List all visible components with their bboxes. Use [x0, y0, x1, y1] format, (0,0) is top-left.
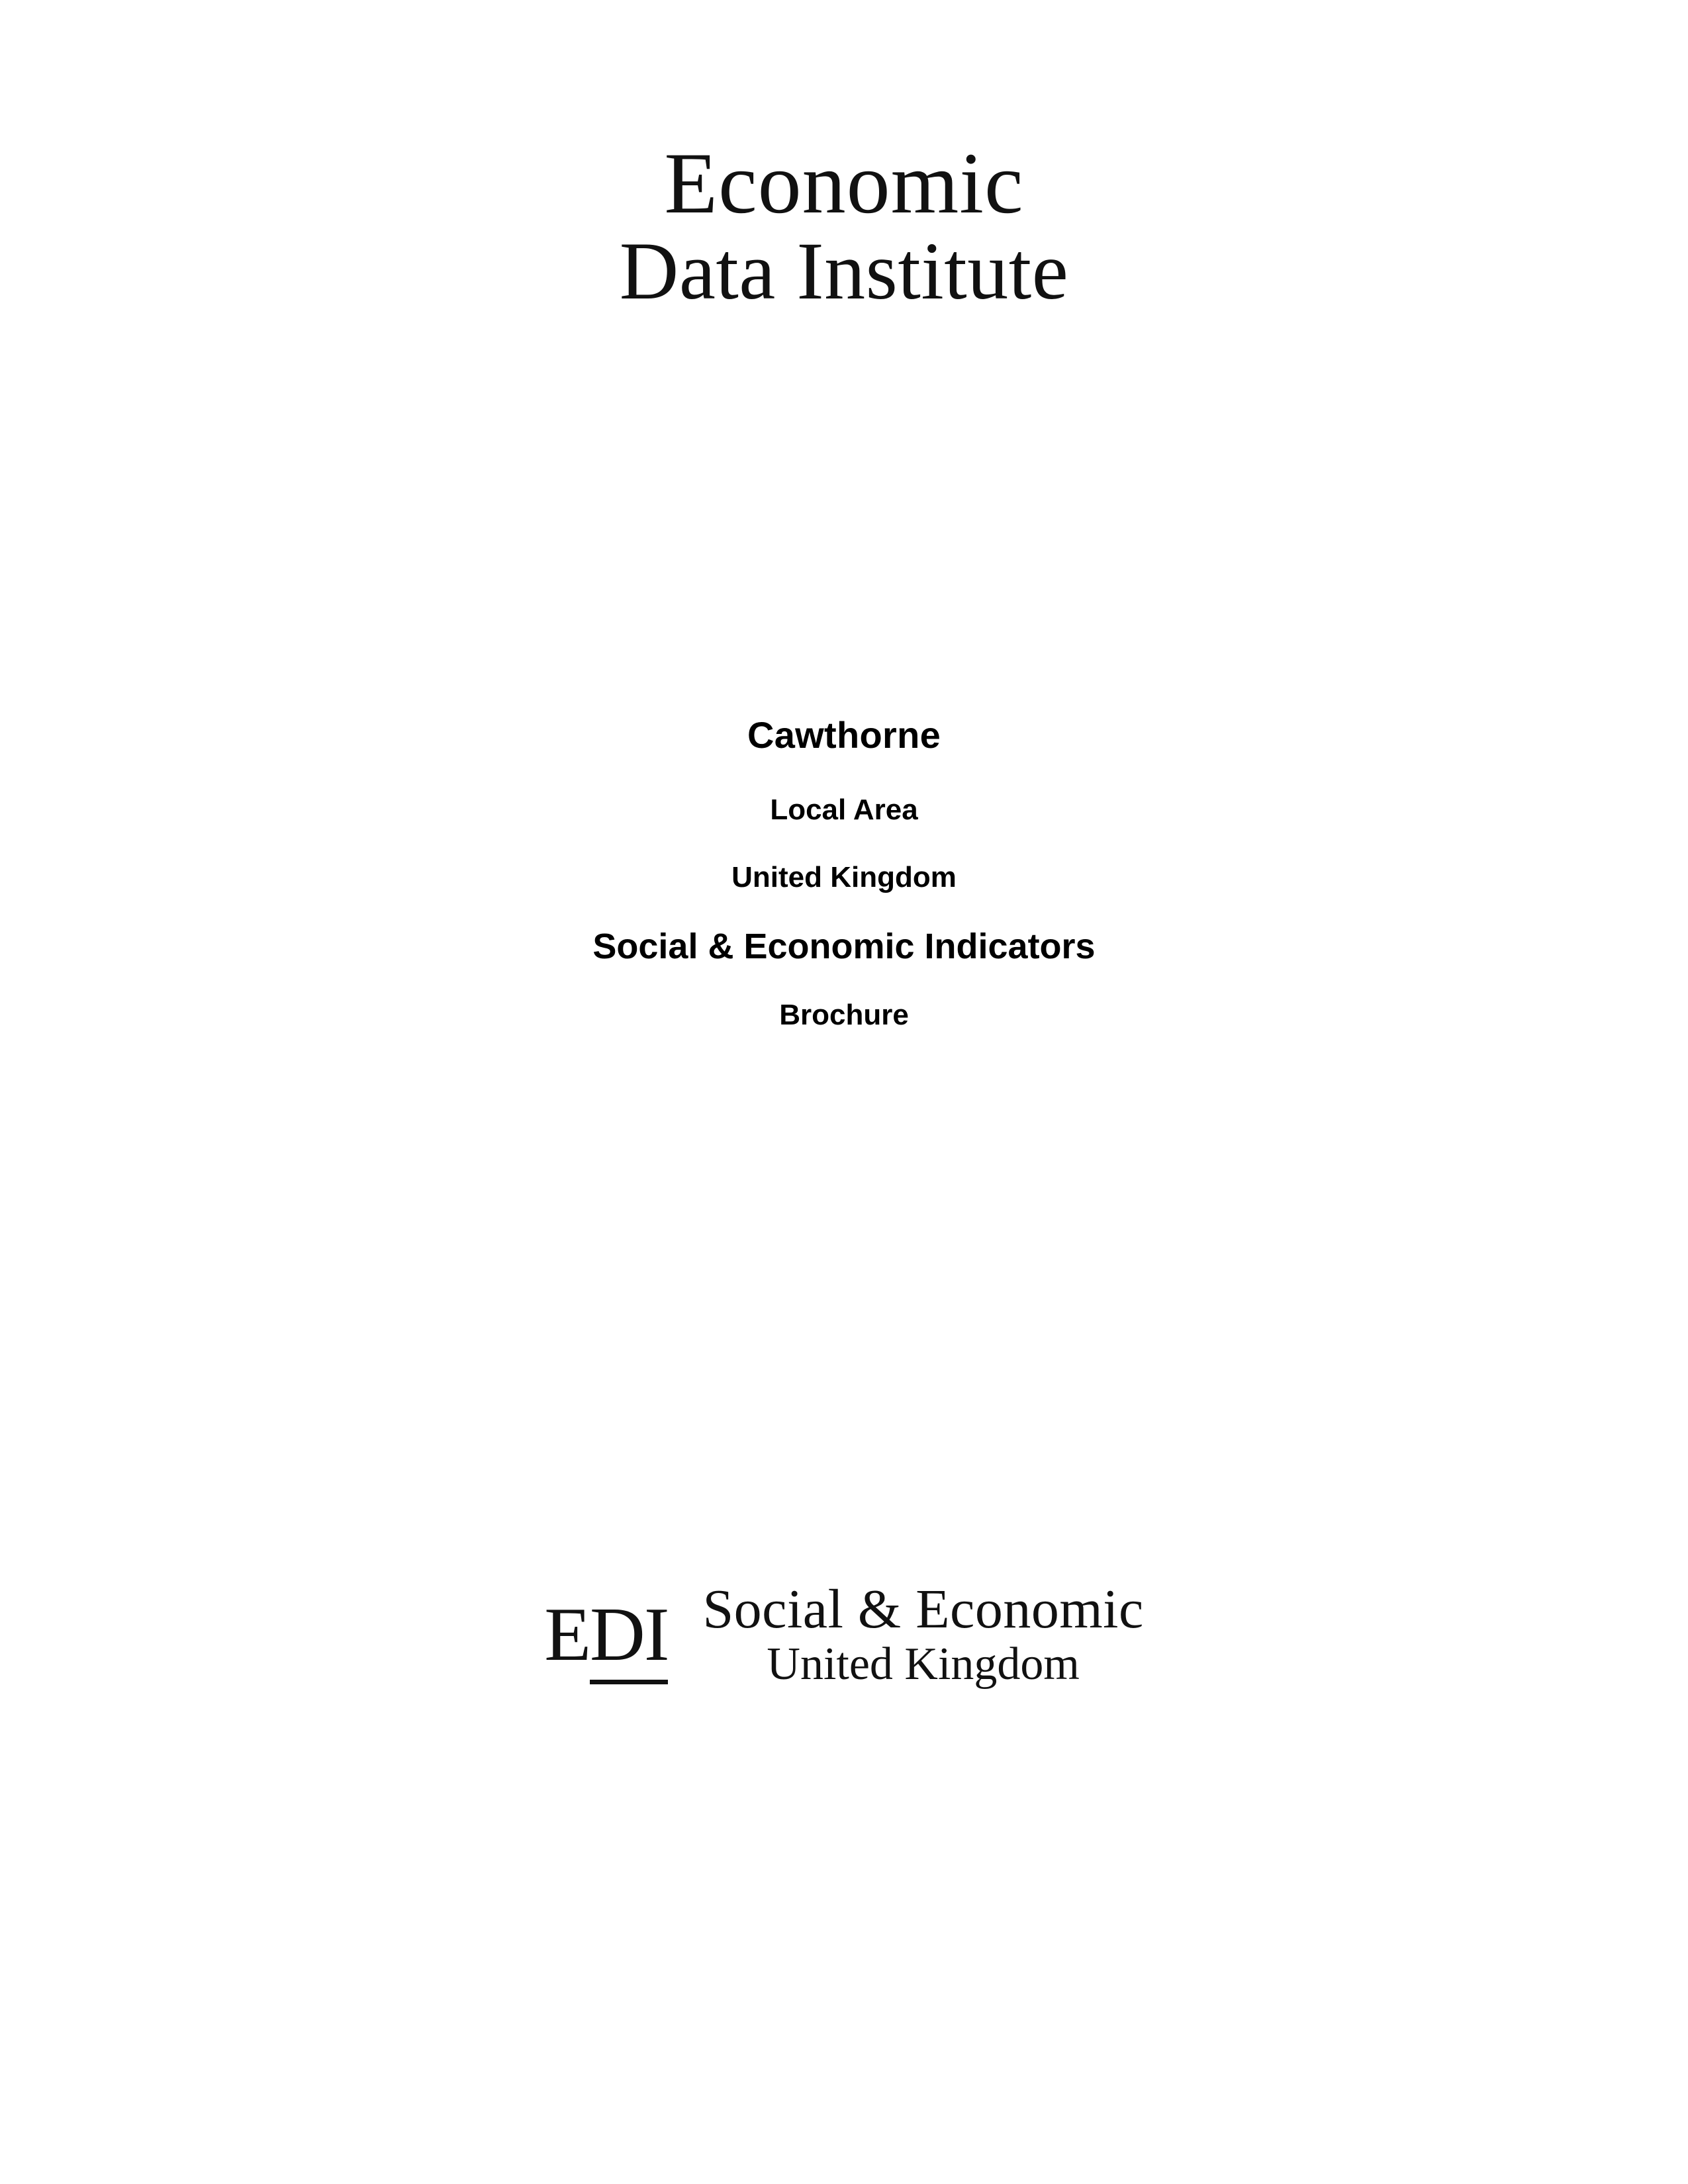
edi-monogram-rest: DI	[590, 1592, 668, 1684]
cover-title-block	[0, 713, 1688, 1032]
masthead-logo	[0, 134, 1688, 316]
country-name: United Kingdom	[731, 861, 957, 893]
edi-wordmark-line-1: Social & Economic	[702, 1578, 1144, 1640]
area-name: Cawthorne	[747, 714, 941, 756]
edi-monogram	[544, 1592, 669, 1680]
edi-wordmark	[702, 1578, 1144, 1690]
masthead-line-2: Data Institute	[619, 225, 1069, 316]
footer-logo	[0, 1578, 1688, 1690]
document-type: Brochure	[779, 999, 909, 1031]
edi-wordmark-line-2: United Kingdom	[767, 1639, 1080, 1690]
masthead-line-1: Economic	[664, 134, 1024, 232]
area-type: Local Area	[770, 794, 918, 826]
edi-monogram-first-letter: E	[544, 1592, 590, 1677]
indicators-title: Social & Economic Indicators	[592, 927, 1096, 966]
